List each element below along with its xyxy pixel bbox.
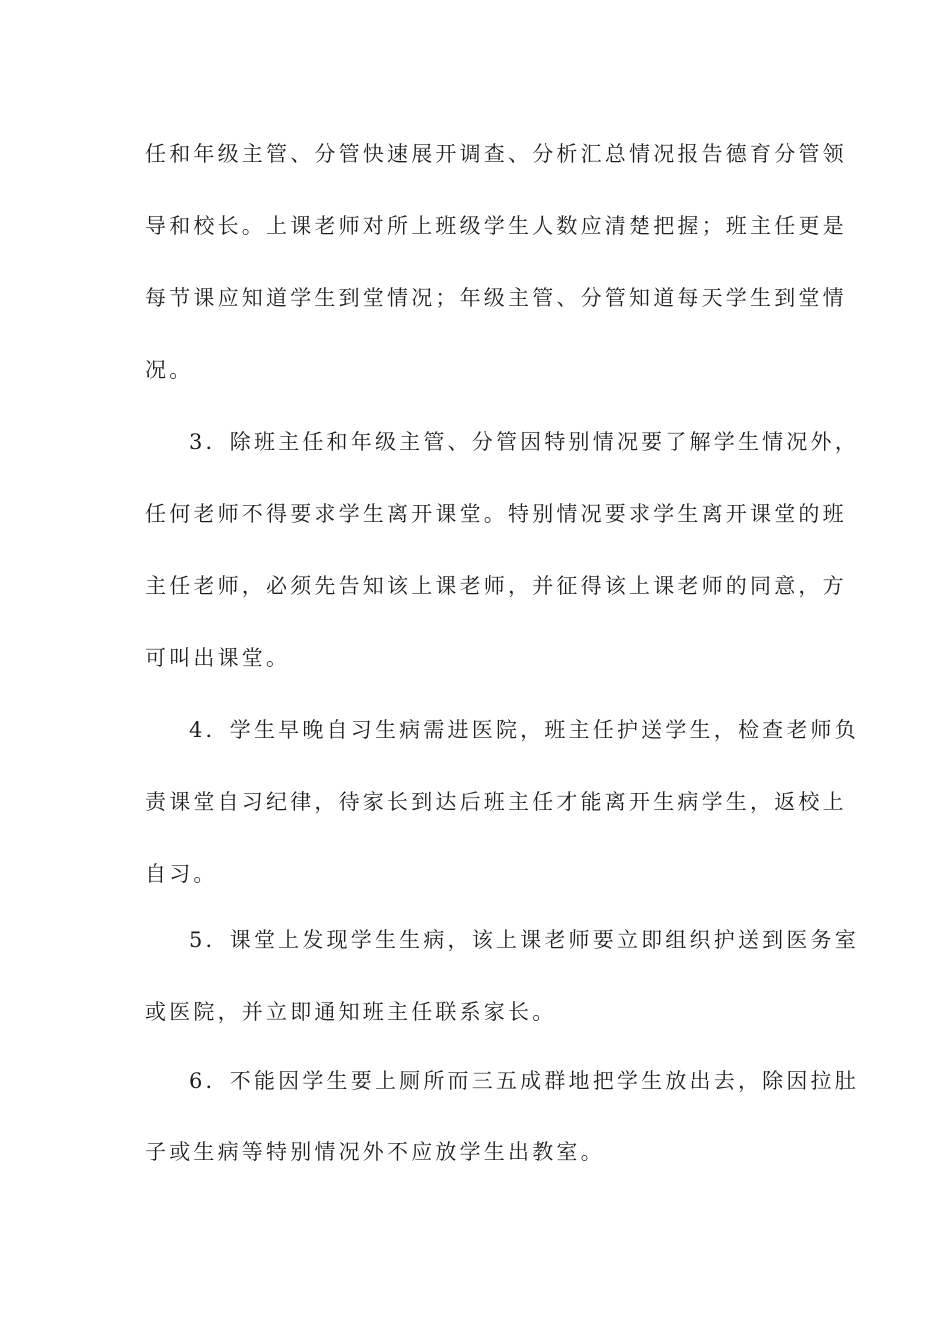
text-line: 任何老师不得要求学生离开课堂。特别情况要求学生离开课堂的班 [145, 502, 847, 526]
paragraph-6-first-line: 6．不能因学生要上厕所而三五成群地把学生放出去，除因拉肚 [189, 1069, 859, 1093]
text-line: 任和年级主管、分管快速展开调查、分析汇总情况报告德育分管领 [145, 142, 847, 166]
paragraph-5-first-line: 5．课堂上发现学生生病，该上课老师要立即组织护送到医务室 [189, 928, 859, 952]
text-line: 每节课应知道学生到堂情况；年级主管、分管知道每天学生到堂情 [145, 286, 847, 310]
text-line: 或医院，并立即通知班主任联系家长。 [145, 1000, 557, 1024]
paragraph-4-first-line: 4．学生早晚自习生病需进医院，班主任护送学生，检查老师负 [189, 718, 859, 742]
paragraph-3-first-line: 3．除班主任和年级主管、分管因特别情况要了解学生情况外， [189, 430, 859, 454]
text-line: 况。 [145, 358, 194, 382]
text-line: 自习。 [145, 862, 218, 886]
text-line: 子或生病等特别情况外不应放学生出教室。 [145, 1140, 605, 1164]
text-line: 主任老师，必须先告知该上课老师，并征得该上课老师的同意，方 [145, 574, 847, 598]
text-line: 责课堂自习纪律，待家长到达后班主任才能离开生病学生，返校上 [145, 790, 847, 814]
text-line: 可叫出课堂。 [145, 646, 291, 670]
text-line: 导和校长。上课老师对所上班级学生人数应清楚把握；班主任更是 [145, 214, 847, 238]
